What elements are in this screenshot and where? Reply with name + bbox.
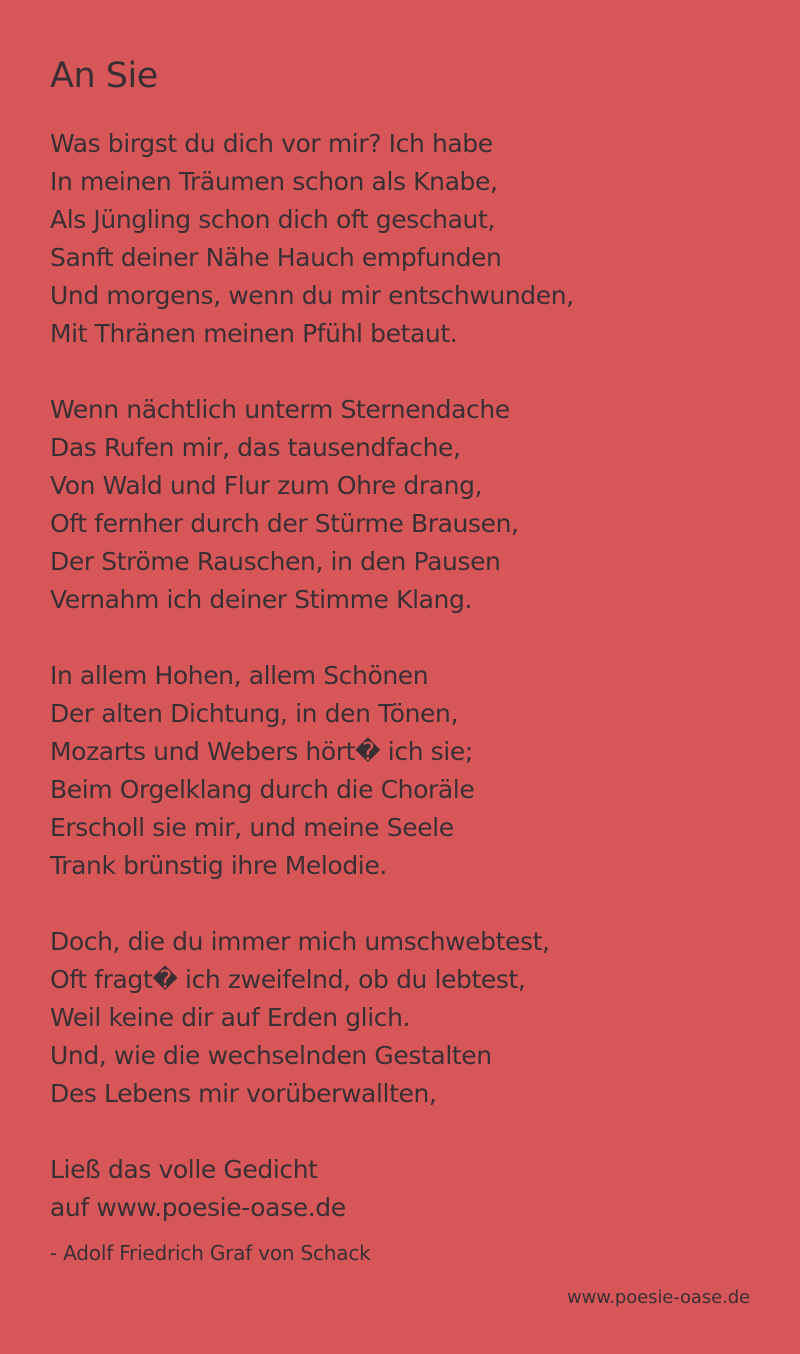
read-more-line: Ließ das volle Gedicht: [50, 1155, 318, 1184]
stanza-1: [50, 125, 770, 353]
stanza-3: [50, 657, 770, 885]
poem-line: In allem Hohen, allem Schönen: [50, 661, 429, 690]
poem-line: Als Jüngling schon dich oft geschaut,: [50, 205, 495, 234]
poem-line: Und, wie die wechselnden Gestalten: [50, 1041, 492, 1070]
poem-line: Sanft deiner Nähe Hauch empfunden: [50, 243, 502, 272]
poem-line: Doch, die du immer mich umschwebtest,: [50, 927, 550, 956]
poem-line: Des Lebens mir vorüberwallten,: [50, 1079, 437, 1108]
poem-body: [50, 125, 770, 1151]
site-watermark: www.poesie-oase.de: [567, 1287, 750, 1308]
read-more-note: [50, 1151, 346, 1227]
stanza-2: [50, 391, 770, 619]
poem-line: Oft fragt� ich zweifelnd, ob du lebtest,: [50, 965, 526, 994]
poem-line: Wenn nächtlich unterm Sternendache: [50, 395, 510, 424]
poem-line: Und morgens, wenn du mir entschwunden,: [50, 281, 574, 310]
poem-line: Der Ströme Rauschen, in den Pausen: [50, 547, 501, 576]
poem-line: In meinen Träumen schon als Knabe,: [50, 167, 498, 196]
poem-line: Mit Thränen meinen Pfühl betaut.: [50, 319, 458, 348]
poem-line: Weil keine dir auf Erden glich.: [50, 1003, 411, 1032]
poem-line: Vernahm ich deiner Stimme Klang.: [50, 585, 472, 614]
poem-line: Was birgst du dich vor mir? Ich habe: [50, 129, 493, 158]
stanza-4: [50, 923, 770, 1113]
poem-line: Erscholl sie mir, und meine Seele: [50, 813, 454, 842]
poem-line: Von Wald und Flur zum Ohre drang,: [50, 471, 483, 500]
poem-line: Das Rufen mir, das tausendfache,: [50, 433, 461, 462]
poem-line: Oft fernher durch der Stürme Brausen,: [50, 509, 519, 538]
poem-line: Beim Orgelklang durch die Choräle: [50, 775, 475, 804]
poem-author: - Adolf Friedrich Graf von Schack: [50, 1241, 371, 1265]
poem-line: Der alten Dichtung, in den Tönen,: [50, 699, 459, 728]
poem-line: Mozarts und Webers hört� ich sie;: [50, 737, 473, 766]
poem-title: An Sie: [50, 56, 158, 96]
poem-line: Trank brünstig ihre Melodie.: [50, 851, 387, 880]
read-more-link: auf www.poesie-oase.de: [50, 1193, 346, 1222]
